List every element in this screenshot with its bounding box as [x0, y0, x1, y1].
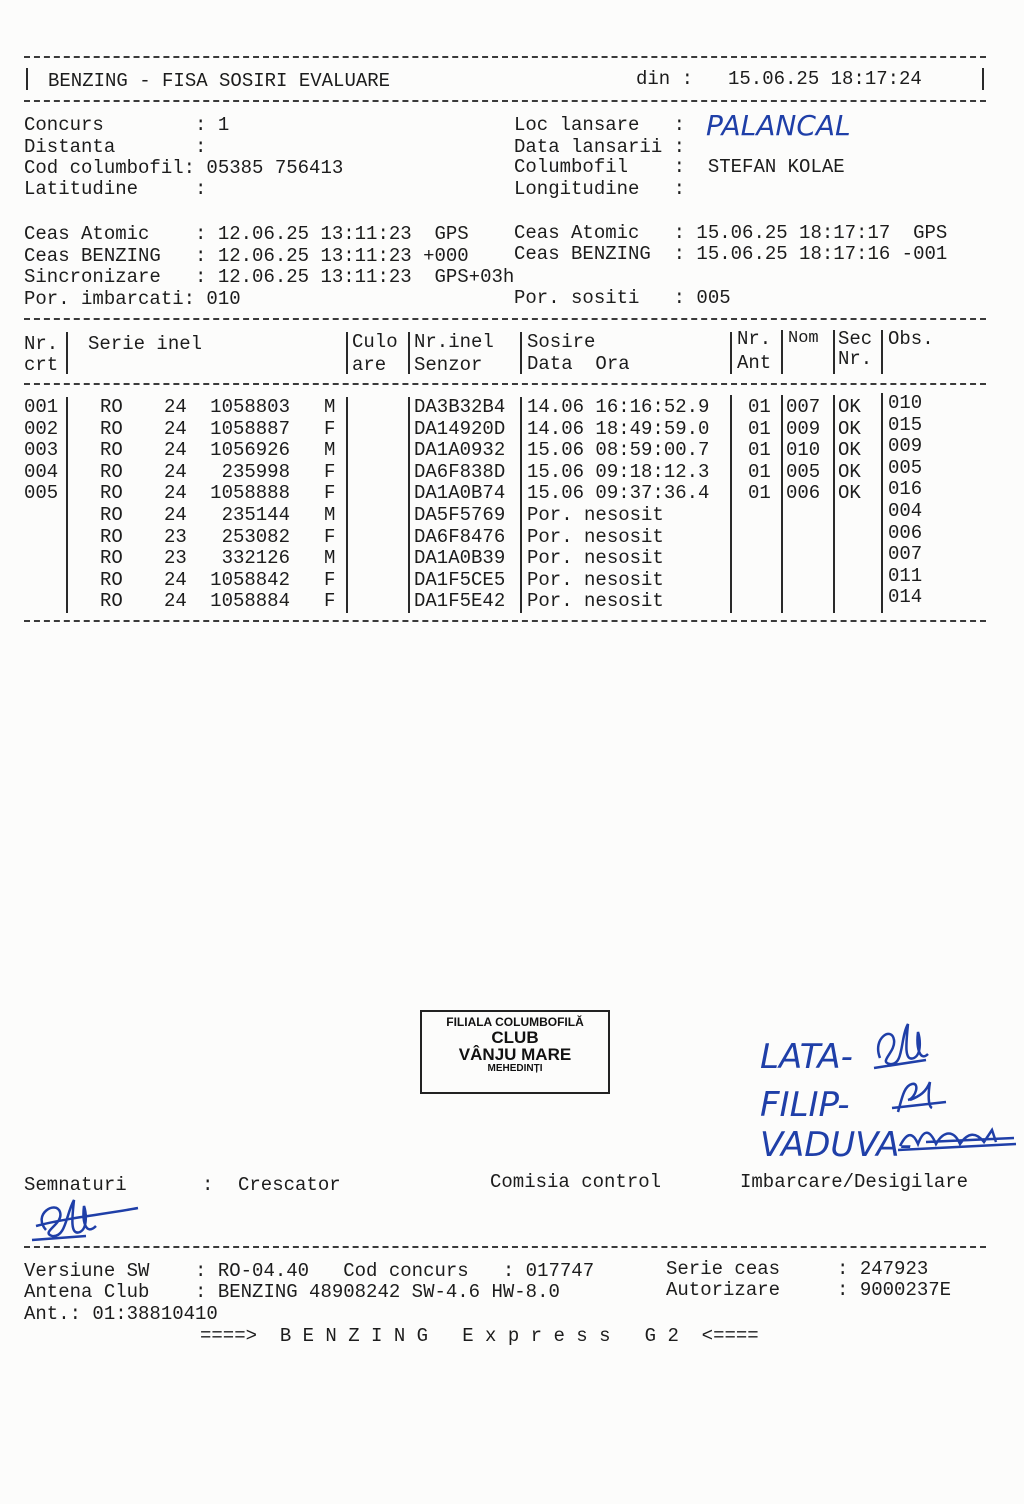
- cell-inel: 1058842: [210, 568, 290, 591]
- cell-obs: 009: [888, 435, 923, 458]
- stamp-line-2: CLUB: [491, 1027, 539, 1047]
- footer-rule: [24, 1246, 986, 1248]
- cell-inel: 1058884: [210, 590, 290, 613]
- cod-columbofil: Cod columbofil: 05385 756413: [24, 157, 344, 179]
- cell-ant: 01: [748, 482, 771, 505]
- cell-ant: 01: [748, 417, 771, 440]
- cell-senzor: DA1F5E42: [414, 590, 506, 613]
- handwritten-name-1: LATA-: [760, 1037, 853, 1077]
- cell-tara: RO: [100, 460, 123, 483]
- cell-obs: 007: [888, 543, 923, 566]
- signature-lata: [870, 1018, 930, 1076]
- cell-tara: RO: [100, 396, 123, 418]
- hdr-sep: [881, 330, 883, 374]
- body-sep: [520, 397, 522, 613]
- stamp-line-1: FILIALA COLUMBOFILĂ: [446, 1015, 584, 1029]
- col-nr-ant-2: Ant: [737, 352, 772, 374]
- cell-inel: 1058887: [210, 417, 290, 440]
- cell-an: 24: [164, 460, 187, 483]
- col-obs: Obs.: [888, 328, 934, 350]
- handwritten-name-2: FILIP-: [760, 1085, 850, 1125]
- antena-club: Antena Club : BENZING 48908242 SW-4.6 HW-8.0: [24, 1281, 560, 1303]
- top-rule: [24, 56, 986, 58]
- cell-tara: RO: [100, 547, 123, 570]
- porumbei-imbarcati: Por. imbarcati: 010: [24, 288, 241, 310]
- hdr-sep: [408, 332, 410, 374]
- autorizare: Autorizare : 9000237E: [666, 1279, 952, 1301]
- hdr-sep: [781, 330, 783, 374]
- stamp-line-3: VÂNJU MARE: [458, 1045, 572, 1065]
- comisia-control-label: Comisia control: [490, 1171, 662, 1193]
- cell-an: 24: [164, 568, 187, 591]
- cell-sosire: 14.06 16:16:52.9: [527, 396, 710, 418]
- cell-obs: 014: [888, 586, 923, 609]
- body-sep: [66, 397, 68, 613]
- semnaturi-colon: :: [202, 1174, 214, 1196]
- cell-sosire: Por. nesosit: [527, 525, 664, 548]
- signature-filip: [890, 1078, 950, 1118]
- porumbei-sositi: Por. sositi : 005: [514, 287, 731, 309]
- cell-sec: OK: [838, 460, 861, 483]
- cell-nom: 006: [786, 482, 821, 505]
- longitudine: Longitudine :: [514, 178, 686, 200]
- cell-sosire: Por. nesosit: [527, 504, 664, 526]
- cell-an: 23: [164, 547, 187, 570]
- loc-lansare-handwritten: PALANCAL: [706, 109, 851, 142]
- cell-senzor: DA6F838D: [414, 460, 506, 483]
- hdr-sep: [833, 330, 835, 374]
- cell-sec: OK: [838, 417, 861, 440]
- body-sep: [881, 393, 883, 613]
- col-culoare-2: are: [352, 354, 387, 376]
- cell-senzor: DA1F5CE5: [414, 568, 506, 591]
- hdr-sep: [346, 332, 348, 374]
- latitudine: Latitudine :: [24, 178, 207, 200]
- col-data-ora: Data Ora: [527, 353, 630, 375]
- cell-sex: M: [324, 547, 336, 570]
- table-bottom-rule: [24, 620, 986, 622]
- cell-sex: F: [324, 568, 336, 591]
- cell-obs: 015: [888, 413, 923, 436]
- cell-inel: 1058888: [210, 482, 290, 505]
- cell-tara: RO: [100, 482, 123, 505]
- cell-nom: 009: [786, 417, 821, 440]
- col-sec-1: Sec: [838, 328, 873, 350]
- body-sep: [781, 395, 783, 613]
- imbarcare-label: Imbarcare/Desigilare: [740, 1171, 969, 1193]
- hdr-sep: [520, 332, 522, 374]
- cell-sosire: 15.06 09:37:36.4: [527, 482, 710, 505]
- cell-an: 23: [164, 525, 187, 548]
- col-nom: Nom: [788, 329, 819, 348]
- cell-sec: OK: [838, 482, 861, 505]
- club-stamp: [420, 1010, 610, 1094]
- cell-obs: 006: [888, 521, 923, 544]
- cell-nr: 001: [24, 396, 59, 418]
- cell-nr: 004: [24, 460, 59, 483]
- table-top-rule: [24, 318, 986, 320]
- signature-crescator: [26, 1196, 142, 1244]
- cell-nr: 003: [24, 439, 59, 462]
- cell-sex: M: [324, 396, 336, 418]
- ceas-benzing-start: Ceas BENZING : 12.06.25 13:11:23 +000: [24, 245, 469, 267]
- cell-nr: 002: [24, 417, 59, 440]
- cell-obs: 016: [888, 478, 923, 501]
- cell-sosire: Por. nesosit: [527, 568, 664, 591]
- cell-senzor: DA1A0B39: [414, 547, 506, 570]
- cell-ant: 01: [748, 439, 771, 462]
- cell-an: 24: [164, 396, 187, 418]
- cell-tara: RO: [100, 525, 123, 548]
- cell-tara: RO: [100, 504, 123, 526]
- cell-obs: 011: [888, 564, 923, 587]
- cell-tara: RO: [100, 439, 123, 462]
- din-value: 15.06.25 18:17:24: [728, 68, 922, 90]
- cell-inel: 332126: [221, 547, 290, 570]
- benzing-brand-line: ====> B E N Z I N G E x p r e s s G 2 <====: [200, 1325, 759, 1347]
- semnaturi-label: Semnaturi: [24, 1174, 127, 1196]
- cell-sosire: Por. nesosit: [527, 547, 664, 570]
- col-nr: Nr.: [24, 333, 59, 355]
- col-crt: crt: [24, 354, 59, 376]
- header-right-bar: [982, 68, 984, 90]
- cell-sosire: 14.06 18:49:59.0: [527, 417, 710, 440]
- header-rule: [24, 100, 986, 102]
- col-sosire: Sosire: [527, 331, 596, 353]
- cell-sex: F: [324, 417, 336, 440]
- cell-tara: RO: [100, 568, 123, 591]
- sincronizare: Sincronizare : 12.06.25 13:11:23 GPS+03h: [24, 266, 515, 288]
- cell-ant: 01: [748, 396, 771, 418]
- ceas-benzing-end: Ceas BENZING : 15.06.25 18:17:16 -001: [514, 243, 948, 265]
- cell-tara: RO: [100, 417, 123, 440]
- cell-sex: F: [324, 525, 336, 548]
- ceas-atomic-start: Ceas Atomic : 12.06.25 13:11:23 GPS: [24, 223, 469, 245]
- col-sec-2: Nr.: [838, 348, 873, 370]
- concurs: Concurs : 1: [24, 114, 230, 136]
- cell-sosire: Por. nesosit: [527, 590, 664, 613]
- cell-obs: 010: [888, 392, 923, 414]
- din-label: din :: [636, 68, 694, 90]
- cell-an: 24: [164, 439, 187, 462]
- handwritten-name-3: VADUVA-: [760, 1125, 912, 1165]
- signature-vaduva: [896, 1124, 1022, 1158]
- table-header-rule: [24, 383, 986, 385]
- page-title: BENZING - FISA SOSIRI EVALUARE: [48, 70, 391, 92]
- cell-obs: 005: [888, 456, 923, 479]
- body-sep: [408, 397, 410, 613]
- cell-tara: RO: [100, 590, 123, 613]
- cell-inel: 253082: [221, 525, 290, 548]
- col-serie-inel: Serie inel: [88, 333, 203, 355]
- body-sep: [346, 397, 348, 613]
- cell-an: 24: [164, 417, 187, 440]
- cell-sosire: 15.06 08:59:00.7: [527, 439, 710, 462]
- col-nr-inel: Nr.inel: [414, 331, 494, 353]
- cell-sosire: 15.06 09:18:12.3: [527, 460, 710, 483]
- columbofil: Columbofil : STEFAN KOLAE: [514, 156, 845, 178]
- loc-lansare: Loc lansare :: [514, 114, 686, 136]
- cell-senzor: DA14920D: [414, 417, 506, 440]
- cell-nom: 010: [786, 439, 821, 462]
- body-sep: [730, 395, 732, 613]
- distanta: Distanta :: [24, 136, 207, 158]
- serie-ceas: Serie ceas : 247923: [666, 1258, 929, 1280]
- hdr-sep: [66, 332, 68, 374]
- cell-sex: F: [324, 590, 336, 613]
- cell-senzor: DA3B32B4: [414, 396, 506, 418]
- cell-sex: F: [324, 460, 336, 483]
- data-lansarii: Data lansarii :: [514, 136, 686, 158]
- stamp-line-4: MEHEDINȚI: [487, 1063, 543, 1075]
- cell-inel: 235998: [221, 460, 290, 483]
- versiune-sw: Versiune SW : RO-04.40 Cod concurs : 017747: [24, 1260, 595, 1282]
- col-culoare-1: Culo: [352, 331, 398, 353]
- cell-nr: 005: [24, 482, 59, 505]
- cell-sec: OK: [838, 439, 861, 462]
- cell-senzor: DA6F8476: [414, 525, 506, 548]
- col-senzor: Senzor: [414, 354, 483, 376]
- cell-sec: OK: [838, 396, 861, 418]
- hdr-sep: [730, 332, 732, 374]
- cell-nom: 007: [786, 396, 821, 418]
- antena-id: Ant.: 01:38810410: [24, 1303, 218, 1325]
- cell-senzor: DA5F5769: [414, 504, 506, 526]
- header-left-bar: [26, 68, 28, 90]
- cell-ant: 01: [748, 460, 771, 483]
- cell-inel: 1056926: [210, 439, 290, 462]
- ceas-atomic-end: Ceas Atomic : 15.06.25 18:17:17 GPS: [514, 222, 948, 244]
- crescator-label: Crescator: [238, 1174, 341, 1196]
- cell-sex: M: [324, 504, 336, 526]
- cell-sex: F: [324, 482, 336, 505]
- body-sep: [833, 395, 835, 613]
- cell-senzor: DA1A0B74: [414, 482, 506, 505]
- cell-sex: M: [324, 439, 336, 462]
- cell-nom: 005: [786, 460, 821, 483]
- col-nr-ant-1: Nr.: [737, 328, 772, 350]
- cell-obs: 004: [888, 500, 923, 522]
- cell-inel: 235144: [221, 504, 290, 526]
- cell-an: 24: [164, 590, 187, 613]
- cell-an: 24: [164, 504, 187, 526]
- cell-an: 24: [164, 482, 187, 505]
- cell-senzor: DA1A0932: [414, 439, 506, 462]
- cell-inel: 1058803: [210, 396, 290, 418]
